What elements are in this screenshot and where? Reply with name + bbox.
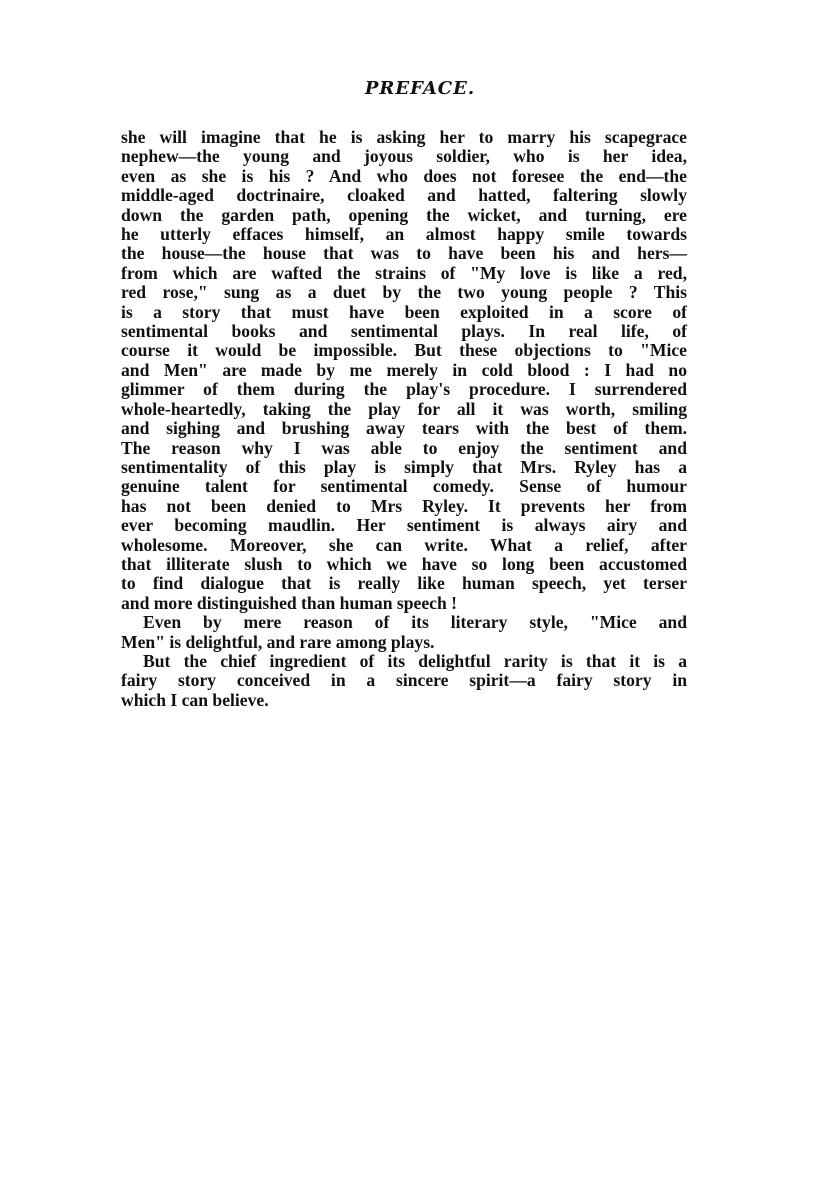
text-line: But the chief ingredient of its delightful rarity is that it is a (143, 650, 687, 671)
text-line: is a story that must have been exploited in a score of (121, 301, 687, 322)
text-line: to find dialogue that is really like human speech, yet terser (121, 573, 687, 594)
text-line: which I can believe. (121, 689, 269, 710)
text-line: and Men" are made by me merely in cold blood : I had no (121, 359, 687, 380)
text-line: and more distinguished than human speech ! (121, 592, 457, 613)
text-line: genuine talent for sentimental comedy. Sense of humour (121, 476, 687, 497)
text-line: fairy story conceived in a sincere spirit—a fairy story in (121, 670, 687, 691)
paragraph (121, 613, 687, 652)
text-line: Even by mere reason of its literary style, "Mice and (143, 612, 687, 633)
text-line: sentimental books and sentimental plays. In real life, of (121, 321, 687, 342)
text-line: from which are wafted the strains of "My love is like a red, (121, 262, 687, 283)
text-line: down the garden path, opening the wicket, and turning, ere (121, 204, 687, 225)
text-line: and sighing and brushing away tears with the best of them. (121, 418, 687, 439)
paragraph (121, 128, 687, 613)
text-line: glimmer of them during the play's procedure. I surrendered (121, 379, 687, 400)
text-line: nephew—the young and joyous soldier, who is her idea, (121, 146, 687, 167)
running-head: PREFACE. (364, 78, 476, 99)
paragraph (121, 652, 687, 710)
text-line: whole-heartedly, taking the play for all it was worth, smiling (121, 398, 687, 419)
text-line: course it would be impossible. But these objections to "Mice (121, 340, 687, 361)
text-line: she will imagine that he is asking her to marry his scapegrace (121, 127, 687, 147)
text-line: that illiterate slush to which we have so long been accustomed (121, 553, 687, 574)
text-line: The reason why I was able to enjoy the sentiment and (121, 437, 687, 458)
text-line: he utterly effaces himself, an almost happy smile towards (121, 224, 687, 245)
text-line: ever becoming maudlin. Her sentiment is always airy and (121, 515, 687, 536)
text-line: sentimentality of this play is simply that Mrs. Ryley has a (121, 456, 687, 477)
body-text (121, 128, 687, 710)
text-line: has not been denied to Mrs Ryley. It prevents her from (121, 495, 687, 516)
text-line: even as she is his ? And who does not foresee the end—the (121, 165, 687, 186)
text-line: wholesome. Moreover, she can write. What a relief, after (121, 534, 687, 555)
text-line: middle-aged doctrinaire, cloaked and hatted, faltering slowly (121, 185, 687, 206)
text-line: the house—the house that was to have been his and hers— (121, 243, 687, 264)
text-line: red rose," sung as a duet by the two young people ? This (121, 282, 687, 303)
text-line: Men" is delightful, and rare among plays. (121, 631, 435, 652)
